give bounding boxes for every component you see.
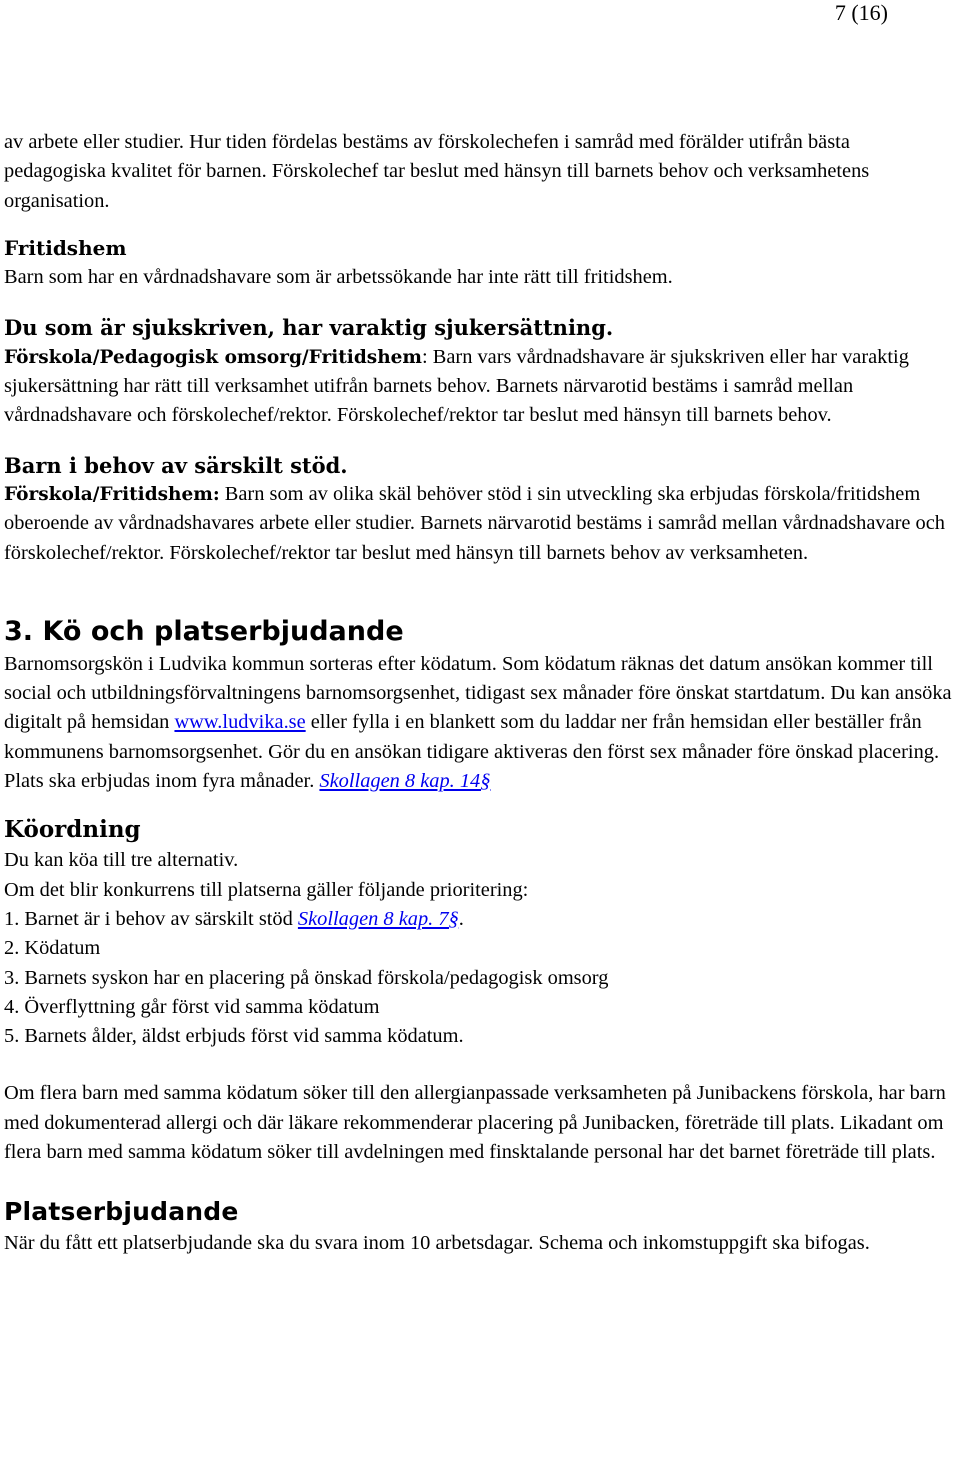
sarskilt-stod-heading: Barn i behov av särskilt stöd. (4, 452, 348, 478)
koordning-line-1: Du kan köa till tre alternativ. (4, 849, 239, 872)
sjukskriven-heading: Du som är sjukskriven, har varaktig sjukersättning. (4, 315, 614, 341)
page-number: 7 (16) (834, 0, 888, 25)
sarskilt-stod-text2: Barnets närvarotid bestäms i samråd mellan vårdnadshavare och förskolechef/rektor. Förskolechef/rektor tar beslut med hänsyn till barnets behov av verksamheten. (4, 512, 945, 564)
intro-paragraph: av arbete eller studier. Hur tiden fördelas bestäms av förskolechefen i samråd med förälder utifrån bästa pedagogiska kvalitet för barnen. Förskolechef tar beslut med hänsyn till barnets behov och verksamhetens organisation. (4, 131, 870, 212)
sjukskriven-paragraph (4, 343, 956, 431)
priority-list (4, 905, 956, 1051)
sjukskriven-lead: Förskola/Pedagogisk omsorg/Fritidshem (4, 346, 422, 368)
document-body (4, 128, 956, 1259)
priority-item-3: 3. Barnets syskon har en placering på önskad förskola/pedagogisk omsorg (4, 966, 609, 989)
sarskilt-stod-text: Barn som av olika skäl behöver stöd i sin utveckling ska erbjudas förskola/fritidshem oberoende av vårdnadshavares arbete eller studier. (4, 482, 921, 535)
priority-item-1-end: . (458, 907, 464, 930)
sarskilt-stod-lead: Förskola/Fritidshem: (4, 483, 220, 505)
section-3-heading: 3. Kö och platserbjudande (4, 615, 404, 647)
sarskilt-stod-paragraph (4, 480, 956, 568)
fritidshem-heading: Fritidshem (4, 235, 127, 260)
priority-item-2: 2. Ködatum (4, 937, 101, 960)
sjukskriven-text2: Barnets närvarotid bestäms i samråd mellan vårdnadshavare och förskolechef/rektor. Förskolechef/rektor tar beslut med hänsyn till barnets behov. (4, 375, 854, 427)
section-3-text-a: Barnomsorgskön i Ludvika kommun sorteras efter ködatum. Som ködatum räknas det datum ansökan kommer till social och utbildningsförvaltningens barnomsorgsenhet, tidigast sex månader före önskat startdatum. Du kan ansöka digitalt på hemsidan (4, 652, 952, 734)
priority-item-4: 4. Överflyttning går först vid samma ködatum (4, 995, 380, 1018)
koordning-line-2: Om det blir konkurrens till platserna gäller följande prioritering: (4, 878, 529, 901)
platserbjudande-heading: Platserbjudande (4, 1197, 239, 1227)
fritidshem-text: Barn som har en vårdnadshavare som är arbetssökande har inte rätt till fritidshem. (4, 266, 673, 289)
priority-item-5: 5. Barnets ålder, äldst erbjuds först vid samma ködatum. (4, 1025, 464, 1048)
skollagen-8-14-link[interactable]: Skollagen 8 kap. 14§ (319, 770, 491, 793)
koordning-heading: Köordning (4, 816, 141, 844)
sjukskriven-text: : Barn vars vårdnadshavare är sjukskriven eller har varaktig sjukersättning har rätt till verksamhet utifrån barnets behov. (4, 345, 909, 398)
priority-item-1 (4, 905, 956, 934)
section-3-text-b: eller fylla i en blankett som du laddar ner från hemsidan eller beställer från kommunens barnomsorgsenhet. Gör du en ansökan tidigare aktiveras den först sex månader före önskad placering. Plats ska erbjudas inom fyra månader. (4, 711, 940, 793)
ludvika-website-link[interactable]: www.ludvika.se (174, 711, 306, 734)
priority-item-1-text: 1. Barnet är i behov av särskilt stöd (4, 907, 298, 930)
section-3-paragraph (4, 650, 956, 796)
skollagen-8-7-link[interactable]: Skollagen 8 kap. 7§ (297, 907, 459, 930)
allergy-paragraph: Om flera barn med samma ködatum söker till den allergianpassade verksamheten på Junibackens förskola, har barn med dokumenterad allergi och där läkare rekommenderar placering på Junibacken, företräde till plats. Likadant om flera barn med samma ködatum söker till avdelningen med finsktalande personal har det barnet företräde till plats. (4, 1082, 946, 1164)
platserbjudande-text: När du fått ett platserbjudande ska du svara inom 10 arbetsdagar. Schema och inkomstuppgift ska bifogas. (4, 1232, 870, 1255)
